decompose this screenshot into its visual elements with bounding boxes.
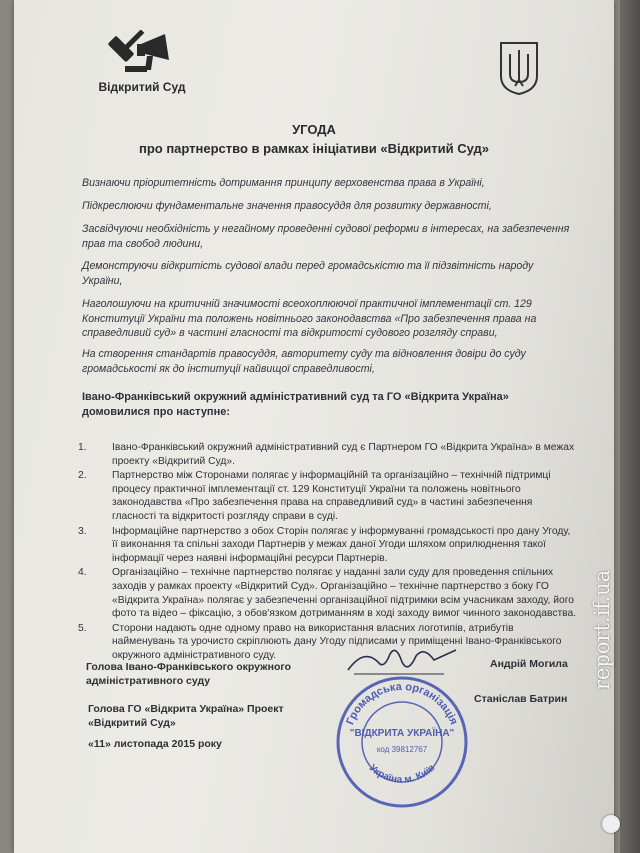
- photo-edge: [620, 0, 640, 853]
- logo-caption: Відкритий Суд: [98, 80, 186, 94]
- ngo-head-name: Станіслав Батрин: [474, 693, 568, 705]
- coat-of-arms-icon: [498, 40, 540, 101]
- court-head-name: Андрій Могила: [490, 658, 568, 670]
- list-item: 3. Інформаційне партнерство з обох Сторін полягає у інформуванні громадськості про дану Угоду, її виконання та спільні заходи Партнерів у межах даної Угоди шляхом оприлюднення такої інформації через наявні інформаційні ресурси Партнерів.: [78, 525, 571, 564]
- parties-statement: Івано-Франківський окружний адміністративний суд та ГО «Відкрита Україна» домовилися про наступне:: [82, 391, 509, 418]
- list-item: 5. Сторони надають одне одному право на використання власних логотипів, атрибутів найменувань та урочисто скріплюють дану Угоду підписами у приміщенні Івано-Франківського окружного адміністративного суду.: [78, 622, 562, 661]
- list-item: 1. Івано-Франківський окружний адміністративний суд є Партнером ГО «Відкрита Україна» в межах проекту «Відкритий Суд».: [78, 442, 575, 467]
- list-item: 2. Партнерство між Сторонами полягає у інформаційній та організаційно – технічній підтримці процесу практичної імплементації ст. 129 Конституції України та положень новітнього законодавства «Про забезпечення права на справедливий суд» в частині забезпечення гласності та відкритості розгляду справи в суді.: [78, 470, 551, 522]
- ngo-head-title: Голова ГО «Відкрита Україна» Проект «Відкритий Суд»: [88, 703, 284, 729]
- organization-stamp: [332, 672, 472, 812]
- open-court-logo: [92, 30, 192, 94]
- agreement-items: [78, 441, 578, 664]
- preamble-paragraph: Наголошуючи на критичній значимості всеохоплюючої практичної імплементації ст. 129 Конституції України та положень новітнього законодавства «Про забезпечення права на справедливий суд» в частині гласності та відкритості судового розгляду справи,: [82, 298, 537, 339]
- preamble-paragraph: Засвідчуючи необхідність у негайному проведенні судової реформи в інтересах, на забезпечення прав та свобод людини,: [82, 223, 570, 250]
- gavel-megaphone-icon: [107, 30, 177, 78]
- svg-text:код 39812767: код 39812767: [376, 745, 428, 754]
- preamble-paragraph: Підкреслюючи фундаментальне значення правосуддя для розвитку державності,: [82, 200, 492, 212]
- svg-text:"ВІДКРИТА УКРАЇНА": "ВІДКРИТА УКРАЇНА": [349, 728, 455, 739]
- agreement-date: «11» листопада 2015 року: [88, 738, 222, 750]
- preamble-paragraph: Визнаючи пріоритетність дотримання принципу верховенства права в Україні,: [82, 177, 485, 189]
- preamble-paragraph: Демонструючи відкритість судової влади перед громадськістю та її підзвітність народу України,: [82, 260, 534, 287]
- court-head-title: Голова Івано-Франківського окружного адміністративного суду: [86, 661, 292, 687]
- preamble-paragraph: На створення стандартів правосуддя, авторитету суду та відновлення довіри до суду громадськості як до інституції найвищої справедливості,: [82, 348, 526, 375]
- document-title: УГОДА: [292, 122, 336, 137]
- list-item: 4. Організаційно – технічне партнерство полягає у наданні зали суду для проведення спільних заходів у рамках проекту «Відкритий Суд». Організаційно – технічне партнерство з боку ГО «Відкрита Україна» полягає у забезпеченні організаційної підтримки всім учасникам заходу, його фото та відео – фіксацію, з обов'язком дотриманням в ході заходу вимог чинного законодавства.: [78, 567, 577, 620]
- document-page: [14, 0, 614, 853]
- site-watermark: report.if.ua: [590, 569, 614, 690]
- document-subtitle: про партнерство в рамках ініціативи «Відкритий Суд»: [138, 141, 490, 156]
- watermark-logo-icon: [602, 815, 620, 833]
- svg-text:Україна м. Київ: Україна м. Київ: [366, 762, 438, 786]
- svg-text:Громадська організація: Громадська організація: [344, 680, 460, 727]
